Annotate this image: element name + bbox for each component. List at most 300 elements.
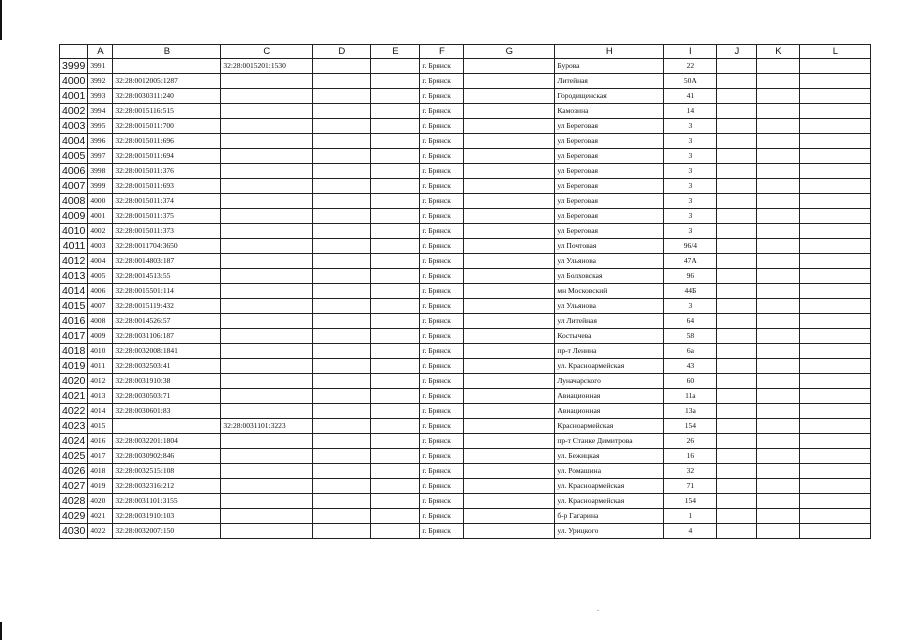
cell-g [464,329,555,344]
cell-c [221,434,313,449]
cell-d [313,434,371,449]
table-row [60,134,871,149]
column-header-j: J [717,45,757,59]
cell-k [757,524,800,539]
cell-l [800,524,871,539]
table-row [60,284,871,299]
cell-g [464,389,555,404]
cell-c [221,494,313,509]
cell-c [221,479,313,494]
cell-j [717,74,757,89]
column-header-i: I [664,45,717,59]
cell-c [221,74,313,89]
table-row [60,374,871,389]
cell-j [717,419,757,434]
cell-j [717,164,757,179]
column-header-e: E [371,45,420,59]
spreadsheet [59,44,871,539]
table-row [60,89,871,104]
cell-d [313,59,371,74]
cell-e [371,149,420,164]
cell-b: 32:28:0015501:114 [113,284,221,299]
cell-j [717,89,757,104]
cell-h: ул Ульянова [555,299,664,314]
cell-j [717,494,757,509]
cell-l [800,104,871,119]
cell-h: пр-т Станке Димитрова [555,434,664,449]
cell-e [371,164,420,179]
cell-c [221,239,313,254]
cell-e [371,464,420,479]
cell-d [313,239,371,254]
cell-e [371,74,420,89]
cell-b: 32:28:0015011:374 [113,194,221,209]
cell-e [371,239,420,254]
column-header-h: H [555,45,664,59]
cell-e [371,194,420,209]
cell-k [757,359,800,374]
row-number: 4027 [60,479,88,494]
table-row [60,209,871,224]
cell-a: 4017 [88,449,113,464]
cell-c [221,299,313,314]
cell-l [800,479,871,494]
cell-k [757,389,800,404]
cell-b [113,419,221,434]
cell-l [800,89,871,104]
cell-c [221,104,313,119]
cell-j [717,479,757,494]
cell-g [464,119,555,134]
cell-k [757,59,800,74]
cell-e [371,209,420,224]
table-row [60,269,871,284]
cell-j [717,404,757,419]
cell-f: г. Брянск [420,299,464,314]
cell-d [313,464,371,479]
cell-f: г. Брянск [420,359,464,374]
column-header-l: L [800,45,871,59]
cell-d [313,179,371,194]
cell-c [221,524,313,539]
row-number: 4006 [60,164,88,179]
cell-k [757,254,800,269]
cell-a: 4005 [88,269,113,284]
cell-f: г. Брянск [420,59,464,74]
cell-l [800,389,871,404]
cell-h: ул. Красноармейская [555,359,664,374]
cell-k [757,164,800,179]
cell-h: ул Береговая [555,179,664,194]
cell-b: 32:28:0032201:1804 [113,434,221,449]
column-header-g: G [464,45,555,59]
cell-g [464,179,555,194]
cell-k [757,449,800,464]
cell-d [313,194,371,209]
cell-h: ул. Ромашина [555,464,664,479]
cell-h: ул. Бежицкая [555,449,664,464]
row-number: 4016 [60,314,88,329]
cell-f: г. Брянск [420,254,464,269]
cell-k [757,344,800,359]
cell-b: 32:28:0014513:55 [113,269,221,284]
cell-a: 4022 [88,524,113,539]
cell-i: 64 [664,314,717,329]
cell-i: 154 [664,494,717,509]
cell-f: г. Брянск [420,164,464,179]
cell-g [464,254,555,269]
cell-k [757,269,800,284]
column-header-f: F [420,45,464,59]
cell-k [757,314,800,329]
cell-c [221,89,313,104]
cell-b: 32:28:0030311:240 [113,89,221,104]
cell-f: г. Брянск [420,284,464,299]
row-number: 4010 [60,224,88,239]
cell-f: г. Брянск [420,374,464,389]
cell-b: 32:28:0031910:103 [113,509,221,524]
cell-d [313,449,371,464]
cell-b: 32:28:0032008:1841 [113,344,221,359]
cell-l [800,239,871,254]
cell-c [221,374,313,389]
cell-c [221,404,313,419]
cell-b: 32:28:0015011:373 [113,224,221,239]
cell-h: ул Береговая [555,119,664,134]
cell-d [313,524,371,539]
cell-i: 3 [664,194,717,209]
cell-a: 4007 [88,299,113,314]
cell-h: ул Береговая [555,209,664,224]
cell-f: г. Брянск [420,134,464,149]
cell-i: 58 [664,329,717,344]
cell-l [800,494,871,509]
row-number: 4014 [60,284,88,299]
cell-l [800,374,871,389]
cell-k [757,284,800,299]
row-number: 4024 [60,434,88,449]
cell-l [800,284,871,299]
row-number: 4023 [60,419,88,434]
cell-d [313,134,371,149]
corner-cell [60,45,88,59]
cell-e [371,59,420,74]
cell-g [464,194,555,209]
cell-b: 32:28:0015011:376 [113,164,221,179]
row-number: 4030 [60,524,88,539]
cell-i: 96 [664,269,717,284]
cell-i: 3 [664,209,717,224]
cell-c [221,194,313,209]
cell-d [313,269,371,284]
cell-i: 22 [664,59,717,74]
table-row [60,479,871,494]
scan-edge-mark-top [0,0,2,40]
cell-b: 32:28:0030503:71 [113,389,221,404]
cell-i: 14 [664,104,717,119]
cell-g [464,104,555,119]
cell-f: г. Брянск [420,329,464,344]
cell-k [757,419,800,434]
cell-k [757,299,800,314]
cell-g [464,74,555,89]
cell-k [757,134,800,149]
cell-d [313,164,371,179]
table-row [60,119,871,134]
row-number: 4002 [60,104,88,119]
cell-e [371,269,420,284]
cell-f: г. Брянск [420,524,464,539]
cell-b: 32:28:0011704:3650 [113,239,221,254]
table-row [60,149,871,164]
cell-c: 32:28:0015201:1530 [221,59,313,74]
cell-c [221,254,313,269]
cell-i: 43 [664,359,717,374]
cell-e [371,314,420,329]
cell-l [800,194,871,209]
cell-l [800,134,871,149]
cell-h: ул. Красноармейская [555,479,664,494]
cell-a: 4008 [88,314,113,329]
cell-g [464,224,555,239]
cell-g [464,344,555,359]
cell-d [313,374,371,389]
cell-j [717,389,757,404]
cell-a: 3996 [88,134,113,149]
cell-e [371,359,420,374]
cell-a: 3995 [88,119,113,134]
row-number: 4001 [60,89,88,104]
table-row [60,434,871,449]
cell-d [313,344,371,359]
cell-b: 32:28:0015011:693 [113,179,221,194]
row-number: 4020 [60,374,88,389]
cell-e [371,329,420,344]
cell-k [757,224,800,239]
cell-i: 47А [664,254,717,269]
cell-a: 4018 [88,464,113,479]
cell-i: 3 [664,164,717,179]
cell-f: г. Брянск [420,179,464,194]
cell-g [464,314,555,329]
cell-f: г. Брянск [420,209,464,224]
cell-b: 32:28:0015011:700 [113,119,221,134]
cell-j [717,344,757,359]
cell-e [371,179,420,194]
cell-h: ул Береговая [555,194,664,209]
cell-j [717,119,757,134]
cell-g [464,299,555,314]
cell-b: 32:28:0031106:187 [113,329,221,344]
cell-e [371,299,420,314]
cell-k [757,149,800,164]
cell-j [717,464,757,479]
cell-l [800,224,871,239]
table-row [60,239,871,254]
cell-f: г. Брянск [420,464,464,479]
cell-d [313,419,371,434]
column-header-k: K [757,45,800,59]
cell-k [757,179,800,194]
cell-c [221,284,313,299]
cell-a: 3999 [88,179,113,194]
cell-k [757,464,800,479]
cell-c [221,134,313,149]
cell-l [800,314,871,329]
cell-l [800,164,871,179]
cell-e [371,284,420,299]
cell-h: Авиационная [555,389,664,404]
cell-l [800,509,871,524]
cell-a: 4021 [88,509,113,524]
table-row [60,524,871,539]
cell-g [464,89,555,104]
cell-a: 3991 [88,59,113,74]
cell-d [313,494,371,509]
cell-b: 32:28:0031910:38 [113,374,221,389]
table-row [60,194,871,209]
cell-i: 26 [664,434,717,449]
cell-f: г. Брянск [420,434,464,449]
cell-c [221,464,313,479]
cell-k [757,404,800,419]
cell-c: 32:28:0031101:3223 [221,419,313,434]
cell-i: 71 [664,479,717,494]
cell-h: пр-т Ленина [555,344,664,359]
cell-i: 3 [664,179,717,194]
cell-h: б-р Гагарина [555,509,664,524]
row-number: 4019 [60,359,88,374]
cell-a: 3994 [88,104,113,119]
cell-c [221,359,313,374]
cell-f: г. Брянск [420,104,464,119]
cell-d [313,479,371,494]
row-number: 4028 [60,494,88,509]
table-row [60,494,871,509]
cell-e [371,479,420,494]
cell-e [371,389,420,404]
cell-a: 4019 [88,479,113,494]
cell-f: г. Брянск [420,119,464,134]
cell-j [717,179,757,194]
cell-f: г. Брянск [420,449,464,464]
cell-g [464,524,555,539]
cell-c [221,344,313,359]
cell-e [371,119,420,134]
cell-b [113,59,221,74]
cell-i: 3 [664,119,717,134]
cell-l [800,299,871,314]
cell-h: Луначарского [555,374,664,389]
table-row [60,464,871,479]
table-row [60,104,871,119]
cell-j [717,134,757,149]
cell-i: 4 [664,524,717,539]
cell-l [800,434,871,449]
cell-g [464,149,555,164]
cell-l [800,404,871,419]
cell-j [717,59,757,74]
cell-j [717,254,757,269]
cell-d [313,224,371,239]
table-row [60,59,871,74]
cell-a: 3997 [88,149,113,164]
cell-j [717,224,757,239]
cell-a: 4006 [88,284,113,299]
cell-i: 16 [664,449,717,464]
cell-g [464,434,555,449]
cell-d [313,254,371,269]
cell-a: 4002 [88,224,113,239]
cell-b: 32:28:0032515:108 [113,464,221,479]
cell-a: 4000 [88,194,113,209]
cell-c [221,329,313,344]
cell-i: 60 [664,374,717,389]
cell-j [717,194,757,209]
table-row [60,299,871,314]
cell-i: 154 [664,419,717,434]
row-number: 4015 [60,299,88,314]
table-row [60,329,871,344]
table-row [60,74,871,89]
cell-b: 32:28:0030601:83 [113,404,221,419]
cell-b: 32:28:0015011:375 [113,209,221,224]
cell-g [464,359,555,374]
cell-h: Городищенская [555,89,664,104]
cell-g [464,284,555,299]
cell-a: 4013 [88,389,113,404]
cell-b: 32:28:0014526:57 [113,314,221,329]
cell-g [464,464,555,479]
cell-d [313,284,371,299]
cell-c [221,179,313,194]
cell-a: 3993 [88,89,113,104]
cell-a: 4014 [88,404,113,419]
cell-g [464,269,555,284]
row-number: 4003 [60,119,88,134]
cell-l [800,329,871,344]
cell-d [313,74,371,89]
cell-b: 32:28:0015119:432 [113,299,221,314]
cell-e [371,254,420,269]
cell-d [313,329,371,344]
cell-i: 1 [664,509,717,524]
scan-speck [597,610,599,611]
cell-c [221,449,313,464]
cell-l [800,209,871,224]
cell-k [757,494,800,509]
cell-a: 4011 [88,359,113,374]
cell-e [371,344,420,359]
cell-f: г. Брянск [420,224,464,239]
cell-b: 32:28:0015011:694 [113,149,221,164]
column-header-c: C [221,45,313,59]
cell-g [464,59,555,74]
row-number: 4025 [60,449,88,464]
cell-c [221,149,313,164]
cell-k [757,479,800,494]
cell-l [800,419,871,434]
cell-i: 96/4 [664,239,717,254]
cell-f: г. Брянск [420,89,464,104]
cell-j [717,209,757,224]
cell-j [717,434,757,449]
cell-a: 4010 [88,344,113,359]
cell-h: Бурова [555,59,664,74]
cell-k [757,89,800,104]
sheet-body [60,59,871,539]
cell-f: г. Брянск [420,269,464,284]
